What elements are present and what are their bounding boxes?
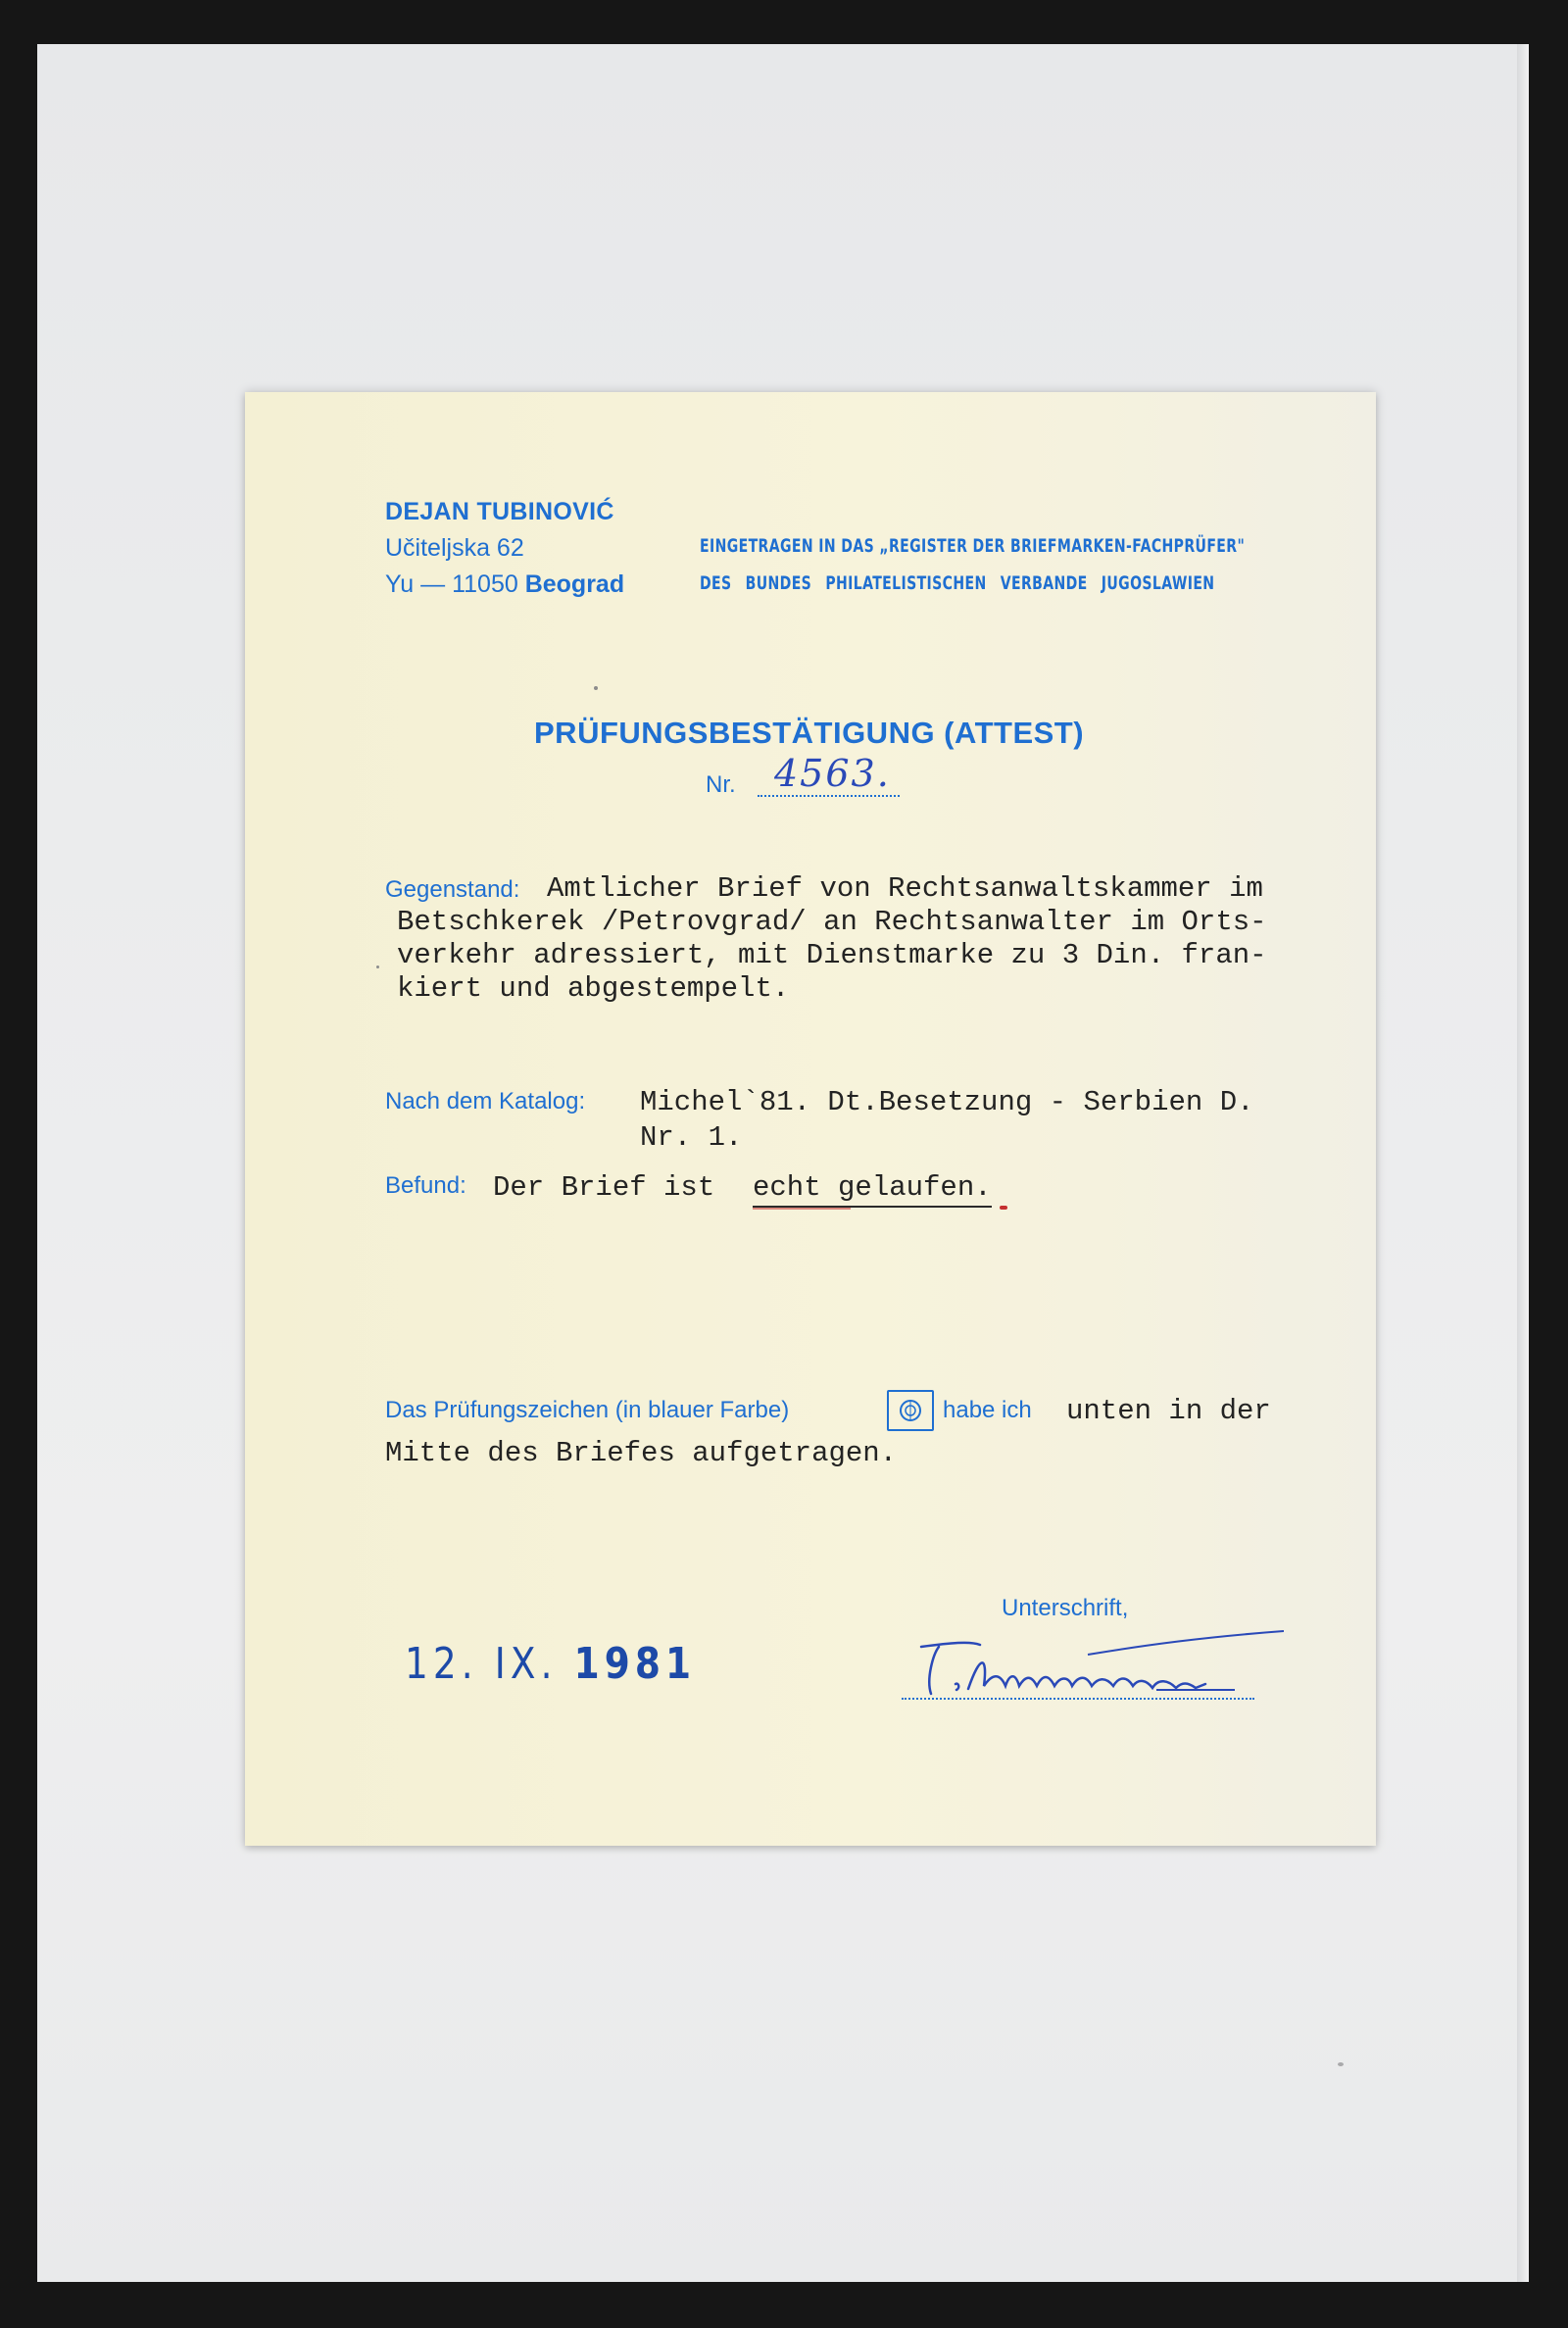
letterhead-name: DEJAN TUBINOVIĆ	[385, 498, 614, 525]
letterhead-city-prefix: Yu — 11050	[385, 570, 525, 598]
album-page-edge	[1517, 44, 1529, 2282]
gegenstand-line: Amtlicher Brief von Rechtsanwaltskammer im	[547, 872, 1263, 905]
certificate-number-dotted-line	[758, 795, 900, 797]
paper-speck	[594, 686, 598, 690]
befund-result: echt gelaufen.	[753, 1171, 992, 1208]
letterhead-street: Učiteljska 62	[385, 534, 524, 562]
date-stamp-year: 1981	[573, 1639, 697, 1689]
katalog-label: Nach dem Katalog:	[385, 1088, 586, 1114]
date-stamp-day-month: 12. IX.	[405, 1639, 558, 1689]
registry-line-2: DES BUNDES PHILATELISTISCHEN VERBANDE JUGOSLAWIEN	[700, 572, 1215, 594]
katalog-line: Michel`81. Dt.Besetzung - Serbien D.	[640, 1086, 1254, 1118]
red-underline-mark	[753, 1208, 851, 1210]
expert-mark-icon	[887, 1390, 934, 1431]
certificate-sheet	[245, 392, 1376, 1846]
gegenstand-line: verkehr adressiert, mit Dienstmarke zu 3 Din. fran-	[397, 939, 1267, 971]
signature-label: Unterschrift,	[1002, 1595, 1129, 1621]
befund-text: Der Brief ist	[493, 1171, 715, 1204]
pruefzeichen-typed-line: Mitte des Briefes aufgetragen.	[385, 1437, 898, 1469]
certificate-title: PRÜFUNGSBESTÄTIGUNG (ATTEST)	[534, 716, 1085, 750]
gegenstand-line: kiert und abgestempelt.	[397, 972, 790, 1005]
gegenstand-line: Betschkerek /Petrovgrad/ an Rechtsanwalter im Orts-	[397, 906, 1267, 938]
paper-speck	[376, 966, 379, 968]
katalog-line: Nr. 1.	[640, 1121, 743, 1154]
letterhead-city-name: Beograd	[524, 570, 625, 598]
expert-mark-glyph	[896, 1397, 925, 1424]
handwritten-signature-icon	[911, 1625, 1284, 1704]
date-stamp	[405, 1639, 696, 1689]
pruefzeichen-typed-line: unten in der	[1066, 1395, 1271, 1427]
pruefzeichen-after-label: habe ich	[943, 1397, 1032, 1423]
registry-line-1: EINGETRAGEN IN DAS „REGISTER DER BRIEFMARKEN-FACHPRÜFER"	[700, 535, 1246, 557]
gegenstand-label: Gegenstand:	[385, 876, 520, 903]
certificate-number-value: 4563.	[774, 752, 891, 795]
red-ink-dot	[1000, 1206, 1007, 1210]
pruefzeichen-label: Das Prüfungszeichen (in blauer Farbe)	[385, 1397, 790, 1423]
signature-dotted-line	[902, 1698, 1254, 1700]
letterhead-city	[385, 570, 624, 599]
paper-speck	[1338, 2062, 1344, 2066]
certificate-number-label: Nr.	[706, 771, 736, 798]
befund-label: Befund:	[385, 1172, 466, 1199]
